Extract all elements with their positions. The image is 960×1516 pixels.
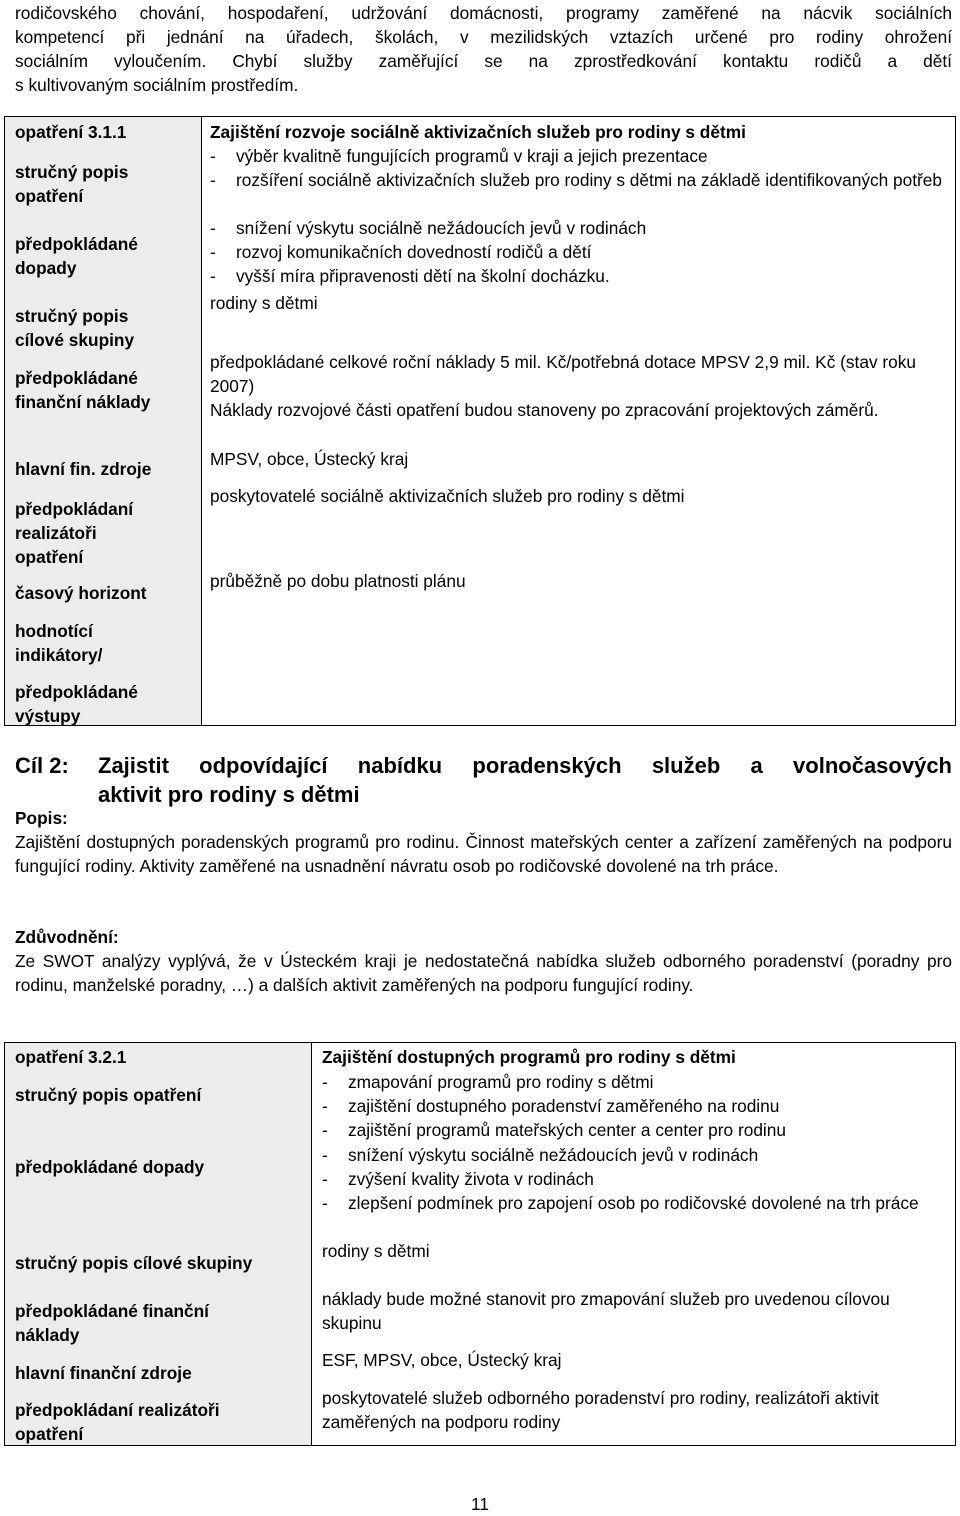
list-item: - snížení výskytu sociálně nežádoucích jevů v rodinách — [210, 218, 647, 238]
label-impact: předpokládané dopady — [15, 234, 138, 278]
goal-line-1: Zajistit odpovídající nabídku poradenských služeb a volnočasových — [98, 753, 952, 778]
list-item: - zmapování programů pro rodiny s dětmi — [322, 1072, 654, 1092]
target-value: rodiny s dětmi — [322, 1241, 430, 1261]
measure-title: Zajištění dostupných programů pro rodiny s dětmi — [322, 1047, 736, 1067]
table1-value-column — [202, 117, 956, 726]
label-measure-id: opatření 3.2.1 — [15, 1047, 127, 1067]
label-desc: stručný popis opatření — [15, 162, 129, 206]
table2-value-column — [312, 1043, 956, 1446]
impact-list — [210, 216, 949, 288]
impact-list — [322, 1143, 949, 1215]
desc-list — [322, 1070, 949, 1142]
label-measure-id: opatření 3.1.1 — [15, 122, 127, 142]
list-item: - rozšíření sociálně aktivizačních služeb pro rodiny s dětmi na základě identifikovaných potřeb — [210, 170, 943, 190]
measure-title: Zajištění rozvoje sociálně aktivizačních služeb pro rodiny s dětmi — [210, 122, 746, 142]
label-horizon: časový horizont — [15, 583, 147, 603]
goal-heading — [15, 751, 952, 809]
goal-line-2: aktivit pro rodiny s dětmi — [98, 782, 360, 807]
table1-label-column — [5, 117, 202, 726]
label-implementers: předpokládaní realizátoři opatření — [15, 499, 134, 567]
label-desc: stručný popis opatření — [15, 1085, 202, 1105]
list-item: - zajištění dostupného poradenství zaměřeného na rodinu — [322, 1096, 780, 1116]
label-cost: předpokládané finanční náklady — [15, 1301, 209, 1345]
table2-label-column — [5, 1043, 312, 1446]
label-target: stručný popis cílové skupiny — [15, 1253, 253, 1273]
popis-heading: Popis: — [15, 808, 68, 828]
label-implementers: předpokládaní realizátoři opatření — [15, 1400, 220, 1444]
label-impact: předpokládané dopady — [15, 1157, 205, 1177]
intro-line: rodičovského chování, hospodaření, udržování domácnosti, programy zaměřené na nácvik sociálních — [15, 3, 952, 23]
label-funding: hlavní fin. zdroje — [15, 459, 152, 479]
intro-paragraph — [15, 1, 952, 97]
label-outputs: předpokládané výstupy — [15, 682, 138, 726]
list-item: - vyšší míra připravenosti dětí na školní docházku. — [210, 266, 610, 286]
target-value: rodiny s dětmi — [210, 293, 318, 313]
label-target: stručný popis cílové skupiny — [15, 306, 135, 350]
funding-value: MPSV, obce, Ústecký kraj — [210, 449, 409, 469]
label-indicators: hodnotící indikátory/ — [15, 621, 103, 665]
cost-value: náklady bude možné stanovit pro zmapování služeb pro uvedenou cílovou skupinu — [322, 1289, 890, 1333]
desc-list — [210, 144, 949, 192]
list-item: - snížení výskytu sociálně nežádoucích jevů v rodinách — [322, 1145, 759, 1165]
implementers-value: poskytovatelé sociálně aktivizačních služeb pro rodiny s dětmi — [210, 486, 685, 506]
intro-line: s kultivovaným sociálním prostředím. — [15, 75, 299, 95]
measure-table-3-2-1 — [4, 1042, 956, 1446]
cost-value: předpokládané celkové roční náklady 5 mil. Kč/potřebná dotace MPSV 2,9 mil. Kč (stav roku 2007) Náklady rozvojové části opatření budou stanoveny po zpracování projektových záměrů. — [210, 352, 917, 420]
popis-text: Zajištění dostupných poradenských programů pro rodinu. Činnost mateřských center a zařízení zaměřených na podporu fungující rodiny. Aktivity zaměřené na usnadnění návratu osob po rodičovské dovolené na trh práce. — [15, 832, 952, 876]
funding-value: ESF, MPSV, obce, Ústecký kraj — [322, 1350, 562, 1370]
list-item: - zlepšení podmínek pro zapojení osob po rodičovské dovolené na trh práce — [322, 1193, 919, 1213]
measure-table-3-1-1 — [4, 116, 956, 726]
goal-label: Cíl 2: — [15, 753, 69, 778]
label-cost: předpokládané finanční náklady — [15, 368, 151, 412]
intro-line: sociálním vyloučením. Chybí služby zaměřující se na zprostředkování kontaktu rodičů a dětí — [15, 51, 952, 71]
page-number: 11 — [471, 1494, 489, 1514]
label-funding: hlavní finanční zdroje — [15, 1363, 192, 1383]
list-item: - výběr kvalitně fungujících programů v kraji a jejich prezentace — [210, 146, 708, 166]
intro-line: kompetencí při jednání na úřadech, školách, v mezilidských vztazích určené pro rodiny ohrožení — [15, 27, 952, 47]
implementers-value: poskytovatelé služeb odborného poradenství pro rodiny, realizátoři aktivit zaměřených na podporu rodiny — [322, 1388, 879, 1432]
list-item: - zajištění programů mateřských center a center pro rodinu — [322, 1120, 786, 1140]
zduvodneni-heading: Zdůvodnění: — [15, 927, 119, 947]
list-item: - rozvoj komunikačních dovedností rodičů a dětí — [210, 242, 592, 262]
horizon-value: průběžně po dobu platnosti plánu — [210, 571, 466, 591]
list-item: - zvýšení kvality života v rodinách — [322, 1169, 594, 1189]
zduvodneni-text: Ze SWOT analýzy vyplývá, že v Ústeckém kraji je nedostatečná nabídka služeb odborného poradenství (poradny pro rodinu, manželské poradny, …) a dalších aktivit zaměřených na podporu fungující rodiny. — [15, 951, 952, 995]
